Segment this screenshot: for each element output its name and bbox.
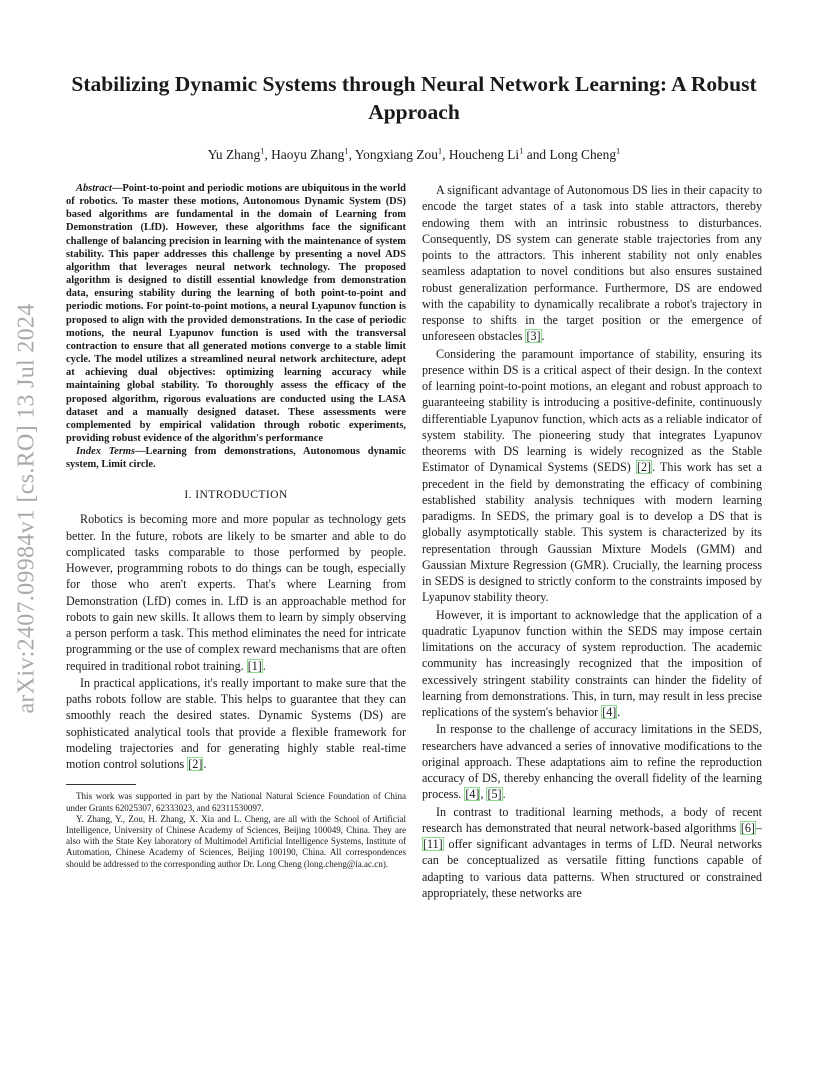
affiliation-footnote: Y. Zhang, Y., Zou, H. Zhang, X. Xia and L. Cheng, are all with the School of Artificial Intelligence, University of Chinese Academy of Sciences, Beijing 100049, China. They are also with the State Key laboratory of Multimodel Artificial Intelligence Systems, Institute of Automation, Chinese Academy of Sciences, Beijing 100190, China. All correspondences should be addressed to the corresponding author Dr. Long Cheng (long.cheng@ia.ac.cn). <box>66 813 406 869</box>
paragraph-text: Robotics is becoming more and more popular as technology gets better. In the future, robots are likely to be smarter and able to do complicated tasks comparable to those performed by people. However, programming robots to do things can be tough, especially for those who aren't experts. That's where Learning from Demonstration (LfD) comes in. LfD is an approachable method for robots to gain new skills. It allows them to learn by simply observing a person perform a task. This method eliminates the need for intricate programming or the use of complex reward mechanisms that are often required in traditional robot training. <box>66 512 406 673</box>
paper-title: Stabilizing Dynamic Systems through Neural Network Learning: A Robust Approach <box>71 72 757 124</box>
citation-link[interactable]: [6] <box>740 820 755 835</box>
author: Haoyu Zhang <box>271 147 345 162</box>
index-terms <box>66 445 406 471</box>
paragraph-text: In contrast to traditional learning methods, a body of recent research has demonstrated that neural network-based algorithms <box>422 804 762 835</box>
intro-paragraph <box>66 675 406 773</box>
paragraph-text: . <box>617 705 621 719</box>
abstract-text: —Point-to-point and periodic motions are ubiquitous in the world of robotics. To master these motions, Autonomous Dynamic System (DS) based algorithms are fundamental in the domain of Learning from Demonstration (LfD). However, these algorithms face the significant challenge of balancing precision in learning with the maintenance of system stability. This paper addresses this challenge by presenting a novel ADS algorithm that leverages neural network technology. The proposed algorithm is designed to distill essential knowledge from demonstration data, ensuring stability during the learning of both point-to-point and periodic motions. For point-to-point motions, a neural Lyapunov function is proposed to align with the provided demonstrations. In the case of periodic motions, the neural Lyapunov function is used with the transversal contraction to ensure that all generated motions converge to a stable limit cycle. The model utilizes a streamlined neural network architecture, adept at achieving dual objectives: optimizing learning accuracy while maintaining global stability. To thoroughly assess the efficacy of the proposed algorithm, rigorous evaluations are conducted using the LASA dataset and a manually designed dataset. These assessments were complemented by empirical validation through robotic experiments, providing robust evidence of the algorithm's performance <box>66 183 406 444</box>
paragraph-text: . <box>203 757 207 772</box>
author-separator: , <box>264 147 272 162</box>
paragraph-text: , <box>480 787 487 802</box>
paragraph-text: A significant advantage of Autonomous DS lies in their capacity to encode the target states of a task into stable attractors, thereby endowing them with an intrinsic robustness to disturbances. Consequently, DS system can generate stable trajectories from any points to the attractors. This inherent stability not only enables seamless adaptation to novel conditions but also ensures sustained robust generalization performance. Furthermore, DS are endowed with the capability to dynamically recalibrate a robot's trajectory in response to shifts in the target position or the emergence of unforeseen obstacles <box>422 183 762 344</box>
author: Houcheng Li <box>448 147 520 162</box>
citation-link[interactable]: [2] <box>636 460 652 475</box>
author-separator: and <box>523 147 550 162</box>
intro-paragraph <box>422 607 762 721</box>
intro-paragraph <box>66 511 406 674</box>
paragraph-text: In practical applications, it's really important to make sure that the paths robots follow are stable. This helps to guarantee that they can smoothly reach the desired states. Dynamic Systems (DS) are sophisticated analytical tools that provide a flexible framework for modeling trajectories and for generating highly stable real-time motion control solutions <box>66 675 406 772</box>
citation-link[interactable]: [1] <box>247 658 262 673</box>
footnote-divider <box>66 784 136 785</box>
paragraph-text: . <box>502 787 506 802</box>
paragraph-text: In response to the challenge of accuracy limitations in the SEDS, researchers have advanced a series of innovative modifications to the original approach. These adaptations aim to refine the reproduction accuracy of DS, thereby enhancing the overall fidelity of the learning process. <box>422 722 762 802</box>
paragraph-text: . <box>262 658 266 673</box>
citation-link[interactable]: [11] <box>423 837 443 851</box>
author-list <box>60 147 768 163</box>
author-separator: , <box>442 147 449 162</box>
citation-link[interactable]: [4] <box>602 705 617 719</box>
citation-link[interactable]: [5] <box>487 787 502 802</box>
arxiv-identifier[interactable]: arXiv:2407.09984v1 [cs.RO] 13 Jul 2024 <box>13 302 40 714</box>
intro-paragraph <box>422 182 762 345</box>
paragraph-text: However, it is important to acknowledge that the application of a quadratic Lyapunov function within the SEDS may impose certain limitations on the accuracy of system reproduction. The academic community has increasingly recognized that the imposition of excessively stringent stability constraints can hinder the fidelity of learning from demonstrations. This, in turn, may result in less precise replications of the system's behavior <box>422 607 762 719</box>
author: Yongxiang Zou <box>354 147 438 162</box>
intro-paragraph <box>422 804 762 902</box>
affiliation-mark: 1 <box>260 145 265 156</box>
intro-paragraph <box>422 346 762 606</box>
index-terms-text: —Learning from demonstrations, Autonomous dynamic system, Limit circle. <box>66 446 406 471</box>
section-heading-introduction: I. INTRODUCTION <box>184 488 288 502</box>
author: Long Cheng <box>549 147 617 162</box>
author-separator: , <box>348 147 355 162</box>
affiliation-mark: 1 <box>344 145 349 156</box>
affiliation-mark: 1 <box>616 145 621 156</box>
paragraph-text: – <box>755 820 762 835</box>
citation-link[interactable]: [2] <box>188 757 203 772</box>
author: Yu Zhang <box>207 147 261 162</box>
paragraph-text: Considering the paramount importance of stability, ensuring its presence within DS is a critical aspect of their design. In the context of learning point-to-point motions, an elegant and robust approach to guaranteeing stability is introducing a positive-definite, continuously differentiable Lyapunov function, which acts as a reliable indicator of system stability. The pioneering study that integrates Lyapunov theorems with DS learning is widely recognized as the Stable Estimator of Dynamical Systems (SEDS) <box>422 346 762 475</box>
arxiv-watermark <box>10 268 44 748</box>
right-column <box>422 182 762 901</box>
paragraph-text: . <box>541 329 545 344</box>
intro-paragraph <box>422 721 762 802</box>
citation-link[interactable]: [4] <box>465 787 480 802</box>
abstract <box>66 182 406 445</box>
paragraph-text: offer significant advantages in terms of LfD. Neural networks can be conceptualized as versatile fitting functions capable of adapting to various data patterns. When structured or constrained appropriately, these networks are <box>422 837 762 900</box>
funding-footnote: This work was supported in part by the National Natural Science Foundation of China under Grants 62025307, 62333023, and 62311530097. <box>66 791 406 813</box>
affiliation-mark: 1 <box>519 145 524 156</box>
citation-link[interactable]: [3] <box>526 329 541 344</box>
affiliation-mark: 1 <box>437 145 443 156</box>
index-terms-label: Index Terms <box>76 446 136 458</box>
abstract-label: Abstract <box>76 183 112 194</box>
left-column <box>66 182 406 870</box>
paragraph-text: . This work has set a precedent in the field by demonstrating the efficacy of combining established stability analysis techniques with modern learning paradigms. In SEDS, the primary goal is to develop a DS that is globally asymptotically stable. This system is characterized by its representation through Gaussian Mixture Models (GMM) and Gaussian Mixture Regression (GMR). Crucially, the learning process in SEDS is designed to strictly conform to the constraints imposed by Lyapunov stability theory. <box>422 460 762 605</box>
